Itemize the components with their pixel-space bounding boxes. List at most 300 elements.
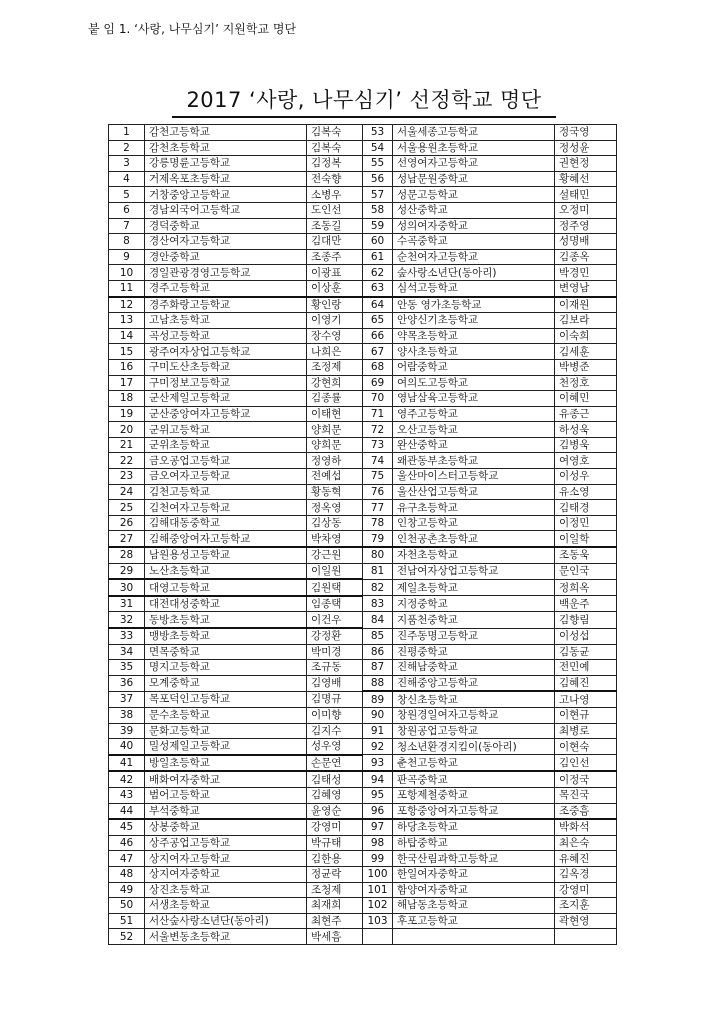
- row-number-cell: 78: [363, 515, 393, 531]
- teacher-name-cell: 김복숙: [307, 125, 363, 141]
- row-number-cell: 92: [363, 739, 393, 755]
- school-name-cell: 김천고등학교: [145, 484, 307, 500]
- teacher-name-cell: 전민예: [555, 660, 617, 676]
- school-name-cell: 경주화랑고등학교: [145, 297, 307, 313]
- table-row: [109, 437, 617, 453]
- teacher-name-cell: 고나영: [555, 691, 617, 707]
- table-row: [109, 691, 617, 707]
- teacher-name-cell: 이현숙: [555, 739, 617, 755]
- row-number-cell: 44: [109, 803, 145, 819]
- school-name-cell: 서울변동초등학교: [145, 929, 307, 945]
- table-row: [109, 171, 617, 187]
- school-roster-table: [108, 124, 617, 945]
- teacher-name-cell: 정영하: [307, 453, 363, 469]
- school-name-cell: 상주공업고등학교: [145, 835, 307, 851]
- teacher-name-cell: 오정미: [555, 202, 617, 218]
- teacher-name-cell: 김옥경: [555, 866, 617, 882]
- row-number-cell: 5: [109, 187, 145, 203]
- teacher-name-cell: 이정민: [555, 515, 617, 531]
- teacher-name-cell: 장수영: [307, 328, 363, 344]
- teacher-name-cell: 강영미: [555, 882, 617, 898]
- school-name-cell: 영주고등학교: [393, 406, 555, 422]
- school-name-cell: 경산여자고등학교: [145, 234, 307, 250]
- teacher-name-cell: 설태민: [555, 187, 617, 203]
- school-name-cell: 영남삼육고등학교: [393, 391, 555, 407]
- row-number-cell: 3: [109, 156, 145, 172]
- row-number-cell: 34: [109, 644, 145, 660]
- table-row: [109, 579, 617, 596]
- teacher-name-cell: 김원택: [307, 579, 363, 596]
- teacher-name-cell: 양희문: [307, 437, 363, 453]
- school-name-cell: 대영고등학교: [145, 579, 307, 596]
- teacher-name-cell: 손문연: [307, 755, 363, 772]
- teacher-name-cell: 강정환: [307, 628, 363, 644]
- row-number-cell: 26: [109, 515, 145, 531]
- school-name-cell: 춘천고등학교: [393, 755, 555, 772]
- teacher-name-cell: 김상동: [307, 515, 363, 531]
- school-name-cell: 상진초등학교: [145, 882, 307, 898]
- row-number-cell: 99: [363, 851, 393, 867]
- row-number-cell: [363, 929, 393, 945]
- row-number-cell: 62: [363, 265, 393, 281]
- row-number-cell: 39: [109, 723, 145, 739]
- row-number-cell: 100: [363, 866, 393, 882]
- school-name-cell: 서생초등학교: [145, 898, 307, 914]
- table-row: [109, 359, 617, 375]
- row-number-cell: 4: [109, 171, 145, 187]
- teacher-name-cell: 유소영: [555, 484, 617, 500]
- school-name-cell: 곡성고등학교: [145, 328, 307, 344]
- teacher-name-cell: 이상훈: [307, 280, 363, 296]
- row-number-cell: 64: [363, 297, 393, 313]
- school-name-cell: 군위초등학교: [145, 437, 307, 453]
- school-name-cell: 선영여자고등학교: [393, 156, 555, 172]
- teacher-name-cell: 김지수: [307, 723, 363, 739]
- table-row: [109, 563, 617, 579]
- row-number-cell: 74: [363, 453, 393, 469]
- table-row: [109, 453, 617, 469]
- table-row: [109, 375, 617, 391]
- teacher-name-cell: 김명규: [307, 691, 363, 707]
- row-number-cell: 98: [363, 835, 393, 851]
- teacher-name-cell: 김복숙: [307, 140, 363, 156]
- teacher-name-cell: 이건우: [307, 612, 363, 628]
- school-name-cell: 동방초등학교: [145, 612, 307, 628]
- teacher-name-cell: 김한용: [307, 851, 363, 867]
- school-name-cell: 밀성제일고등학교: [145, 739, 307, 755]
- teacher-name-cell: 성명배: [555, 234, 617, 250]
- teacher-name-cell: 김영배: [307, 675, 363, 691]
- row-number-cell: 23: [109, 469, 145, 485]
- teacher-name-cell: 유종근: [555, 406, 617, 422]
- school-name-cell: 서산숲사랑소년단(동아리): [145, 913, 307, 929]
- school-name-cell: 문화고등학교: [145, 723, 307, 739]
- row-number-cell: 21: [109, 437, 145, 453]
- school-name-cell: 오산고등학교: [393, 422, 555, 438]
- teacher-name-cell: 정옥영: [307, 500, 363, 516]
- row-number-cell: 95: [363, 787, 393, 803]
- teacher-name-cell: 김향림: [555, 612, 617, 628]
- school-name-cell: 어람중학교: [393, 359, 555, 375]
- teacher-name-cell: 정희옥: [555, 579, 617, 596]
- teacher-name-cell: 윤영순: [307, 803, 363, 819]
- table-row: [109, 644, 617, 660]
- school-name-cell: 구미정보고등학교: [145, 375, 307, 391]
- row-number-cell: 79: [363, 531, 393, 547]
- page-title: 2017 ‘사랑, 나무심기’ 선정학교 명단: [186, 88, 542, 112]
- teacher-name-cell: 김인선: [555, 755, 617, 772]
- school-name-cell: 강릉명륜고등학교: [145, 156, 307, 172]
- school-name-cell: [393, 929, 555, 945]
- teacher-name-cell: [555, 929, 617, 945]
- school-name-cell: 인창고등학교: [393, 515, 555, 531]
- teacher-name-cell: 이일학: [555, 531, 617, 547]
- teacher-name-cell: 조동욱: [555, 547, 617, 563]
- teacher-name-cell: 변영남: [555, 280, 617, 296]
- row-number-cell: 32: [109, 612, 145, 628]
- row-number-cell: 8: [109, 234, 145, 250]
- school-name-cell: 수곡중학교: [393, 234, 555, 250]
- school-name-cell: 김해중앙여자고등학교: [145, 531, 307, 547]
- school-name-cell: 한일여자중학교: [393, 866, 555, 882]
- row-number-cell: 28: [109, 547, 145, 563]
- teacher-name-cell: 양희문: [307, 422, 363, 438]
- school-name-cell: 포항중앙여자고등학교: [393, 803, 555, 819]
- table-row: [109, 249, 617, 265]
- school-name-cell: 심석고등학교: [393, 280, 555, 296]
- school-name-cell: 노산초등학교: [145, 563, 307, 579]
- row-number-cell: 70: [363, 391, 393, 407]
- table-row: [109, 675, 617, 691]
- row-number-cell: 16: [109, 359, 145, 375]
- school-name-cell: 진해중앙고등학교: [393, 675, 555, 691]
- row-number-cell: 53: [363, 125, 393, 141]
- teacher-name-cell: 황혜선: [555, 171, 617, 187]
- table-row: [109, 851, 617, 867]
- school-name-cell: 양사초등학교: [393, 344, 555, 360]
- row-number-cell: 66: [363, 328, 393, 344]
- school-name-cell: 상지여자중학교: [145, 866, 307, 882]
- school-name-cell: 경덕중학교: [145, 218, 307, 234]
- table-row: [109, 313, 617, 329]
- teacher-name-cell: 나희은: [307, 344, 363, 360]
- school-name-cell: 안양신기초등학교: [393, 313, 555, 329]
- row-number-cell: 19: [109, 406, 145, 422]
- table-row: [109, 596, 617, 612]
- school-name-cell: 군위고등학교: [145, 422, 307, 438]
- school-name-cell: 제일초등학교: [393, 579, 555, 596]
- teacher-name-cell: 성우영: [307, 739, 363, 755]
- row-number-cell: 101: [363, 882, 393, 898]
- table-row: [109, 515, 617, 531]
- school-name-cell: 여의도고등학교: [393, 375, 555, 391]
- table-row: [109, 469, 617, 485]
- table-row: [109, 531, 617, 547]
- school-name-cell: 창원공업고등학교: [393, 723, 555, 739]
- row-number-cell: 52: [109, 929, 145, 945]
- school-name-cell: 성의여자중학교: [393, 218, 555, 234]
- teacher-name-cell: 황동혁: [307, 484, 363, 500]
- school-name-cell: 지정중학교: [393, 596, 555, 612]
- table-row: [109, 218, 617, 234]
- school-name-cell: 완산중학교: [393, 437, 555, 453]
- teacher-name-cell: 김태성: [307, 771, 363, 787]
- school-name-cell: 경일관광경영고등학교: [145, 265, 307, 281]
- row-number-cell: 89: [363, 691, 393, 707]
- row-number-cell: 15: [109, 344, 145, 360]
- school-name-cell: 감천고등학교: [145, 125, 307, 141]
- school-name-cell: 부석중학교: [145, 803, 307, 819]
- teacher-name-cell: 강근원: [307, 547, 363, 563]
- table-row: [109, 328, 617, 344]
- school-name-cell: 상지여자고등학교: [145, 851, 307, 867]
- teacher-name-cell: 김혜진: [555, 675, 617, 691]
- row-number-cell: 75: [363, 469, 393, 485]
- teacher-name-cell: 이재원: [555, 297, 617, 313]
- school-name-cell: 상봉중학교: [145, 819, 307, 835]
- teacher-name-cell: 조규동: [307, 660, 363, 676]
- row-number-cell: 22: [109, 453, 145, 469]
- school-name-cell: 맹방초등학교: [145, 628, 307, 644]
- row-number-cell: 102: [363, 898, 393, 914]
- school-name-cell: 숲사랑소년단(동아리): [393, 265, 555, 281]
- school-name-cell: 금오여자고등학교: [145, 469, 307, 485]
- row-number-cell: 6: [109, 202, 145, 218]
- teacher-name-cell: 조중흠: [555, 803, 617, 819]
- school-name-cell: 문수초등학교: [145, 707, 307, 723]
- row-number-cell: 77: [363, 500, 393, 516]
- teacher-name-cell: 문인국: [555, 563, 617, 579]
- row-number-cell: 40: [109, 739, 145, 755]
- row-number-cell: 76: [363, 484, 393, 500]
- table-row: [109, 612, 617, 628]
- teacher-name-cell: 최은숙: [555, 835, 617, 851]
- row-number-cell: 83: [363, 596, 393, 612]
- table-row: [109, 234, 617, 250]
- teacher-name-cell: 박규태: [307, 835, 363, 851]
- school-name-cell: 안동 영가초등학교: [393, 297, 555, 313]
- row-number-cell: 48: [109, 866, 145, 882]
- school-name-cell: 하당초등학교: [393, 819, 555, 835]
- school-name-cell: 광주여자상업고등학교: [145, 344, 307, 360]
- school-name-cell: 순천여자고등학교: [393, 249, 555, 265]
- table-row: [109, 280, 617, 296]
- row-number-cell: 35: [109, 660, 145, 676]
- row-number-cell: 33: [109, 628, 145, 644]
- row-number-cell: 49: [109, 882, 145, 898]
- row-number-cell: 65: [363, 313, 393, 329]
- teacher-name-cell: 이정국: [555, 771, 617, 787]
- row-number-cell: 97: [363, 819, 393, 835]
- row-number-cell: 73: [363, 437, 393, 453]
- teacher-name-cell: 정주영: [555, 218, 617, 234]
- teacher-name-cell: 김동균: [555, 644, 617, 660]
- school-name-cell: 전남여자상업고등학교: [393, 563, 555, 579]
- teacher-name-cell: 김태경: [555, 500, 617, 516]
- teacher-name-cell: 이성섭: [555, 628, 617, 644]
- row-number-cell: 91: [363, 723, 393, 739]
- school-name-cell: 경주고등학교: [145, 280, 307, 296]
- school-name-cell: 진평중학교: [393, 644, 555, 660]
- row-number-cell: 93: [363, 755, 393, 772]
- attachment-label: 붙 임 1. ‘사랑, 나무심기’ 지원학교 명단: [88, 22, 297, 36]
- row-number-cell: 29: [109, 563, 145, 579]
- teacher-name-cell: 전숙향: [307, 171, 363, 187]
- school-name-cell: 왜관동부초등학교: [393, 453, 555, 469]
- table-row: [109, 202, 617, 218]
- row-number-cell: 43: [109, 787, 145, 803]
- table-row: [109, 660, 617, 676]
- teacher-name-cell: 조청제: [307, 882, 363, 898]
- title-underline: [172, 116, 556, 118]
- school-name-cell: 경안중학교: [145, 249, 307, 265]
- teacher-name-cell: 이일원: [307, 563, 363, 579]
- row-number-cell: 60: [363, 234, 393, 250]
- teacher-name-cell: 박병준: [555, 359, 617, 375]
- row-number-cell: 10: [109, 265, 145, 281]
- school-name-cell: 군산제일고등학교: [145, 391, 307, 407]
- row-number-cell: 11: [109, 280, 145, 296]
- table-row: [109, 739, 617, 755]
- row-number-cell: 13: [109, 313, 145, 329]
- teacher-name-cell: 황인랑: [307, 297, 363, 313]
- row-number-cell: 41: [109, 755, 145, 772]
- row-number-cell: 38: [109, 707, 145, 723]
- table-row: [109, 484, 617, 500]
- school-name-cell: 포항제철중학교: [393, 787, 555, 803]
- teacher-name-cell: 강현희: [307, 375, 363, 391]
- teacher-name-cell: 이혜민: [555, 391, 617, 407]
- table-row: [109, 125, 617, 141]
- school-name-cell: 구미도산초등학교: [145, 359, 307, 375]
- table-row: [109, 882, 617, 898]
- table-row: [109, 265, 617, 281]
- teacher-name-cell: 권현정: [555, 156, 617, 172]
- table-row: [109, 866, 617, 882]
- school-name-cell: 약목초등학교: [393, 328, 555, 344]
- row-number-cell: 71: [363, 406, 393, 422]
- row-number-cell: 56: [363, 171, 393, 187]
- row-number-cell: 54: [363, 140, 393, 156]
- row-number-cell: 25: [109, 500, 145, 516]
- teacher-name-cell: 김세훈: [555, 344, 617, 360]
- teacher-name-cell: 조종주: [307, 249, 363, 265]
- teacher-name-cell: 전예섭: [307, 469, 363, 485]
- teacher-name-cell: 김보라: [555, 313, 617, 329]
- row-number-cell: 46: [109, 835, 145, 851]
- row-number-cell: 69: [363, 375, 393, 391]
- school-name-cell: 청소년환경지킴이(동아리): [393, 739, 555, 755]
- school-name-cell: 거창중앙고등학교: [145, 187, 307, 203]
- table-row: [109, 140, 617, 156]
- row-number-cell: 7: [109, 218, 145, 234]
- row-number-cell: 9: [109, 249, 145, 265]
- school-name-cell: 진주동명고등학교: [393, 628, 555, 644]
- school-name-cell: 대전대성중학교: [145, 596, 307, 612]
- row-number-cell: 47: [109, 851, 145, 867]
- school-name-cell: 진해남중학교: [393, 660, 555, 676]
- school-name-cell: 경남외국어고등학교: [145, 202, 307, 218]
- row-number-cell: 12: [109, 297, 145, 313]
- school-name-cell: 김천여자고등학교: [145, 500, 307, 516]
- teacher-name-cell: 유혜진: [555, 851, 617, 867]
- school-name-cell: 울산마이스터고등학교: [393, 469, 555, 485]
- table-row: [109, 929, 617, 945]
- school-name-cell: 고남초등학교: [145, 313, 307, 329]
- teacher-name-cell: 정성윤: [555, 140, 617, 156]
- row-number-cell: 59: [363, 218, 393, 234]
- school-name-cell: 후포고등학교: [393, 913, 555, 929]
- teacher-name-cell: 이영기: [307, 313, 363, 329]
- row-number-cell: 27: [109, 531, 145, 547]
- row-number-cell: 14: [109, 328, 145, 344]
- school-name-cell: 창신초등학교: [393, 691, 555, 707]
- table-row: [109, 707, 617, 723]
- school-name-cell: 감천초등학교: [145, 140, 307, 156]
- teacher-name-cell: 최재희: [307, 898, 363, 914]
- school-name-cell: 성산중학교: [393, 202, 555, 218]
- school-name-cell: 군산중앙여자고등학교: [145, 406, 307, 422]
- row-number-cell: 82: [363, 579, 393, 596]
- roster-body: [109, 125, 617, 945]
- teacher-name-cell: 강영미: [307, 819, 363, 835]
- teacher-name-cell: 도인선: [307, 202, 363, 218]
- row-number-cell: 67: [363, 344, 393, 360]
- row-number-cell: 90: [363, 707, 393, 723]
- teacher-name-cell: 박경민: [555, 265, 617, 281]
- teacher-name-cell: 정균락: [307, 866, 363, 882]
- row-number-cell: 42: [109, 771, 145, 787]
- school-name-cell: 남원용성고등학교: [145, 547, 307, 563]
- table-row: [109, 835, 617, 851]
- teacher-name-cell: 최병로: [555, 723, 617, 739]
- table-row: [109, 187, 617, 203]
- row-number-cell: 96: [363, 803, 393, 819]
- teacher-name-cell: 김혜영: [307, 787, 363, 803]
- table-row: [109, 344, 617, 360]
- table-row: [109, 787, 617, 803]
- table-row: [109, 406, 617, 422]
- row-number-cell: 45: [109, 819, 145, 835]
- teacher-name-cell: 이광표: [307, 265, 363, 281]
- row-number-cell: 68: [363, 359, 393, 375]
- row-number-cell: 80: [363, 547, 393, 563]
- table-row: [109, 422, 617, 438]
- row-number-cell: 51: [109, 913, 145, 929]
- teacher-name-cell: 김종옥: [555, 249, 617, 265]
- table-row: [109, 391, 617, 407]
- teacher-name-cell: 소병우: [307, 187, 363, 203]
- teacher-name-cell: 임종택: [307, 596, 363, 612]
- school-name-cell: 서울세종고등학교: [393, 125, 555, 141]
- school-name-cell: 한국산림과학고등학교: [393, 851, 555, 867]
- teacher-name-cell: 조지훈: [555, 898, 617, 914]
- table-row: [109, 547, 617, 563]
- teacher-name-cell: 정국영: [555, 125, 617, 141]
- school-name-cell: 방일초등학교: [145, 755, 307, 772]
- row-number-cell: 30: [109, 579, 145, 596]
- row-number-cell: 63: [363, 280, 393, 296]
- row-number-cell: 58: [363, 202, 393, 218]
- school-name-cell: 판곡중학교: [393, 771, 555, 787]
- row-number-cell: 88: [363, 675, 393, 691]
- teacher-name-cell: 이미향: [307, 707, 363, 723]
- table-row: [109, 819, 617, 835]
- teacher-name-cell: 박차영: [307, 531, 363, 547]
- table-row: [109, 156, 617, 172]
- teacher-name-cell: 곽현영: [555, 913, 617, 929]
- school-name-cell: 거제옥포초등학교: [145, 171, 307, 187]
